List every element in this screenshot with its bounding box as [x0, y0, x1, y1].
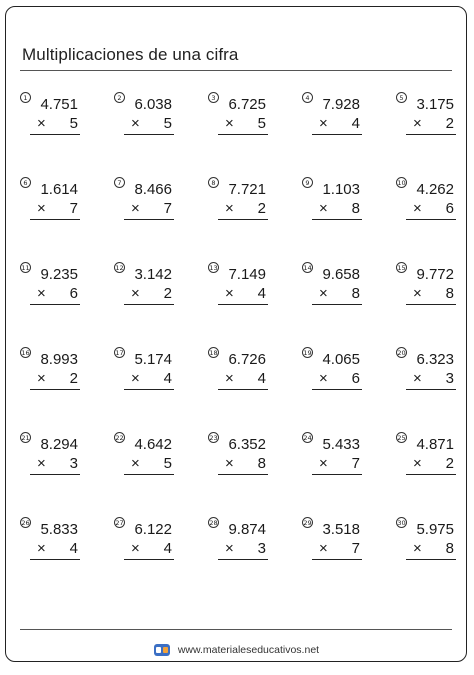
- answer-line: [124, 389, 174, 390]
- multiplication-problem: [302, 177, 372, 225]
- times-sign: ×: [413, 200, 422, 217]
- multiplier-row: [32, 200, 78, 220]
- multiplier-row: [220, 285, 266, 305]
- multiplier-row: [314, 540, 360, 560]
- problem-number: 23: [209, 434, 218, 442]
- multiplier: 7: [69, 200, 78, 217]
- multiplicand: 4.642: [134, 436, 172, 453]
- answer-line: [124, 219, 174, 220]
- multiplicand: 6.726: [228, 351, 266, 368]
- answer-line: [30, 134, 80, 135]
- multiplier: 3: [69, 455, 78, 472]
- multiplier-row: [32, 540, 78, 560]
- multiplicand: 3.518: [322, 521, 360, 538]
- multiplication-problem: [114, 517, 184, 565]
- multiplier-row: [314, 285, 360, 305]
- times-sign: ×: [37, 115, 46, 132]
- times-sign: ×: [131, 200, 140, 217]
- problem-number: 19: [303, 349, 312, 357]
- multiplier: 4: [257, 285, 266, 302]
- answer-line: [218, 389, 268, 390]
- multiplicand: 9.658: [322, 266, 360, 283]
- problem-number: 3: [208, 92, 219, 103]
- multiplier: 6: [351, 370, 360, 387]
- times-sign: ×: [131, 455, 140, 472]
- answer-line: [124, 304, 174, 305]
- multiplication-problem: [114, 432, 184, 480]
- multiplier: 2: [445, 455, 454, 472]
- times-sign: ×: [225, 540, 234, 557]
- problem-number: 2: [114, 92, 125, 103]
- problem-number: 8: [208, 177, 219, 188]
- multiplication-problem: [114, 262, 184, 310]
- multiplier: 8: [351, 200, 360, 217]
- times-sign: ×: [413, 455, 422, 472]
- multiplier: 8: [257, 455, 266, 472]
- problem-number: 22: [115, 434, 124, 442]
- multiplication-problem: [396, 347, 466, 395]
- multiplicand: 7.149: [228, 266, 266, 283]
- multiplication-problem: [20, 517, 90, 565]
- times-sign: ×: [413, 285, 422, 302]
- times-sign: ×: [225, 200, 234, 217]
- answer-line: [406, 559, 456, 560]
- multiplication-problem: [208, 177, 278, 225]
- multiplicand: 3.142: [134, 266, 172, 283]
- multiplier: 6: [69, 285, 78, 302]
- times-sign: ×: [37, 370, 46, 387]
- answer-line: [312, 559, 362, 560]
- multiplication-problem: [302, 347, 372, 395]
- answer-line: [406, 304, 456, 305]
- multiplication-problem: [208, 432, 278, 480]
- multiplier-row: [408, 455, 454, 475]
- times-sign: ×: [37, 200, 46, 217]
- problem-number: 6: [20, 177, 31, 188]
- multiplication-problem: [20, 262, 90, 310]
- answer-line: [406, 389, 456, 390]
- multiplier-row: [220, 455, 266, 475]
- multiplier-row: [32, 285, 78, 305]
- worksheet-title: Multiplicaciones de una cifra: [22, 45, 239, 64]
- answer-line: [312, 304, 362, 305]
- times-sign: ×: [37, 455, 46, 472]
- multiplicand: 6.352: [228, 436, 266, 453]
- answer-line: [218, 559, 268, 560]
- multiplier-row: [220, 540, 266, 560]
- problem-number: 5: [396, 92, 407, 103]
- multiplier-row: [126, 370, 172, 390]
- problem-grid: [6, 7, 466, 661]
- multiplier: 2: [257, 200, 266, 217]
- times-sign: ×: [225, 370, 234, 387]
- multiplier: 3: [257, 540, 266, 557]
- multiplication-problem: [396, 432, 466, 480]
- multiplier-row: [408, 285, 454, 305]
- multiplication-problem: [114, 347, 184, 395]
- times-sign: ×: [319, 540, 328, 557]
- problem-number: 18: [209, 349, 218, 357]
- times-sign: ×: [319, 285, 328, 302]
- multiplication-problem: [208, 517, 278, 565]
- multiplier: 2: [69, 370, 78, 387]
- worksheet: [5, 6, 467, 662]
- multiplication-problem: [20, 432, 90, 480]
- multiplier: 7: [351, 455, 360, 472]
- multiplicand: 8.466: [134, 181, 172, 198]
- multiplier-row: [314, 200, 360, 220]
- problem-number: 4: [302, 92, 313, 103]
- multiplicand: 4.751: [40, 96, 78, 113]
- multiplicand: 4.871: [416, 436, 454, 453]
- multiplier-row: [314, 115, 360, 135]
- times-sign: ×: [319, 455, 328, 472]
- multiplicand: 6.323: [416, 351, 454, 368]
- multiplicand: 6.725: [228, 96, 266, 113]
- multiplier: 3: [445, 370, 454, 387]
- multiplier: 4: [163, 370, 172, 387]
- multiplier: 4: [69, 540, 78, 557]
- problem-number: 29: [303, 519, 312, 527]
- answer-line: [218, 474, 268, 475]
- multiplier: 4: [257, 370, 266, 387]
- answer-line: [218, 219, 268, 220]
- multiplication-problem: [208, 262, 278, 310]
- multiplier-row: [220, 200, 266, 220]
- times-sign: ×: [413, 540, 422, 557]
- multiplier-row: [220, 370, 266, 390]
- times-sign: ×: [225, 115, 234, 132]
- problem-number: 21: [21, 434, 30, 442]
- multiplication-problem: [20, 92, 90, 140]
- multiplier-row: [408, 200, 454, 220]
- multiplier: 5: [163, 115, 172, 132]
- times-sign: ×: [319, 200, 328, 217]
- multiplier: 5: [69, 115, 78, 132]
- problem-number: 20: [397, 349, 406, 357]
- problem-number: 12: [115, 264, 124, 272]
- multiplier: 7: [163, 200, 172, 217]
- times-sign: ×: [131, 285, 140, 302]
- problem-number: 9: [302, 177, 313, 188]
- answer-line: [30, 559, 80, 560]
- multiplicand: 9.235: [40, 266, 78, 283]
- answer-line: [124, 474, 174, 475]
- problem-number: 13: [209, 264, 218, 272]
- answer-line: [406, 474, 456, 475]
- problem-number: 26: [21, 519, 30, 527]
- multiplier-row: [126, 115, 172, 135]
- times-sign: ×: [37, 285, 46, 302]
- multiplication-problem: [302, 92, 372, 140]
- website-link[interactable]: www.materialeseducativos.net: [177, 644, 320, 656]
- multiplication-problem: [208, 347, 278, 395]
- multiplicand: 9.874: [228, 521, 266, 538]
- multiplier: 6: [445, 200, 454, 217]
- multiplicand: 5.833: [40, 521, 78, 538]
- multiplier: 5: [163, 455, 172, 472]
- materiales-educativos-logo-icon: [153, 643, 171, 657]
- times-sign: ×: [131, 540, 140, 557]
- multiplier: 8: [445, 540, 454, 557]
- multiplicand: 5.433: [322, 436, 360, 453]
- multiplication-problem: [20, 177, 90, 225]
- multiplier-row: [32, 115, 78, 135]
- answer-line: [30, 389, 80, 390]
- times-sign: ×: [131, 115, 140, 132]
- multiplicand: 3.175: [416, 96, 454, 113]
- answer-line: [124, 134, 174, 135]
- multiplicand: 7.928: [322, 96, 360, 113]
- problem-number: 24: [303, 434, 312, 442]
- answer-line: [406, 134, 456, 135]
- multiplier: 4: [163, 540, 172, 557]
- multiplier-row: [314, 370, 360, 390]
- problem-number: 7: [114, 177, 125, 188]
- problem-number: 27: [115, 519, 124, 527]
- times-sign: ×: [413, 370, 422, 387]
- multiplier: 2: [445, 115, 454, 132]
- multiplier-row: [126, 200, 172, 220]
- multiplicand: 1.103: [322, 181, 360, 198]
- multiplication-problem: [114, 177, 184, 225]
- multiplication-problem: [114, 92, 184, 140]
- multiplier-row: [126, 285, 172, 305]
- multiplication-problem: [396, 92, 466, 140]
- multiplier-row: [408, 115, 454, 135]
- answer-line: [30, 219, 80, 220]
- times-sign: ×: [37, 540, 46, 557]
- problem-number: 10: [397, 179, 406, 187]
- multiplication-problem: [20, 347, 90, 395]
- multiplicand: 1.614: [40, 181, 78, 198]
- multiplier-row: [126, 540, 172, 560]
- answer-line: [406, 219, 456, 220]
- multiplicand: 8.294: [40, 436, 78, 453]
- times-sign: ×: [319, 370, 328, 387]
- times-sign: ×: [225, 285, 234, 302]
- problem-number: 14: [303, 264, 312, 272]
- problem-number: 30: [397, 519, 406, 527]
- times-sign: ×: [131, 370, 140, 387]
- answer-line: [312, 219, 362, 220]
- multiplier-row: [32, 370, 78, 390]
- problem-number: 28: [209, 519, 218, 527]
- multiplier: 8: [351, 285, 360, 302]
- multiplier: 4: [351, 115, 360, 132]
- multiplicand: 6.122: [134, 521, 172, 538]
- problem-number: 11: [21, 264, 30, 272]
- answer-line: [312, 389, 362, 390]
- multiplication-problem: [302, 262, 372, 310]
- answer-line: [30, 304, 80, 305]
- problem-number: 25: [397, 434, 406, 442]
- multiplicand: 9.772: [416, 266, 454, 283]
- multiplicand: 8.993: [40, 351, 78, 368]
- problem-number: 1: [20, 92, 31, 103]
- footer: [6, 643, 466, 657]
- multiplier-row: [32, 455, 78, 475]
- multiplication-problem: [396, 517, 466, 565]
- times-sign: ×: [225, 455, 234, 472]
- multiplier-row: [220, 115, 266, 135]
- multiplication-problem: [396, 177, 466, 225]
- answer-line: [218, 134, 268, 135]
- multiplication-problem: [396, 262, 466, 310]
- answer-line: [218, 304, 268, 305]
- multiplier: 5: [257, 115, 266, 132]
- problem-number: 16: [21, 349, 30, 357]
- multiplication-problem: [302, 517, 372, 565]
- multiplicand: 4.065: [322, 351, 360, 368]
- footer-divider: [20, 629, 452, 630]
- multiplicand: 6.038: [134, 96, 172, 113]
- multiplicand: 7.721: [228, 181, 266, 198]
- multiplier: 8: [445, 285, 454, 302]
- problem-number: 17: [115, 349, 124, 357]
- multiplier: 7: [351, 540, 360, 557]
- problem-number: 15: [397, 264, 406, 272]
- multiplication-problem: [208, 92, 278, 140]
- multiplication-problem: [302, 432, 372, 480]
- multiplier-row: [408, 540, 454, 560]
- times-sign: ×: [413, 115, 422, 132]
- answer-line: [124, 559, 174, 560]
- multiplier-row: [408, 370, 454, 390]
- answer-line: [312, 134, 362, 135]
- multiplicand: 4.262: [416, 181, 454, 198]
- answer-line: [312, 474, 362, 475]
- multiplier-row: [314, 455, 360, 475]
- multiplier-row: [126, 455, 172, 475]
- multiplicand: 5.975: [416, 521, 454, 538]
- multiplicand: 5.174: [134, 351, 172, 368]
- times-sign: ×: [319, 115, 328, 132]
- answer-line: [30, 474, 80, 475]
- multiplier: 2: [163, 285, 172, 302]
